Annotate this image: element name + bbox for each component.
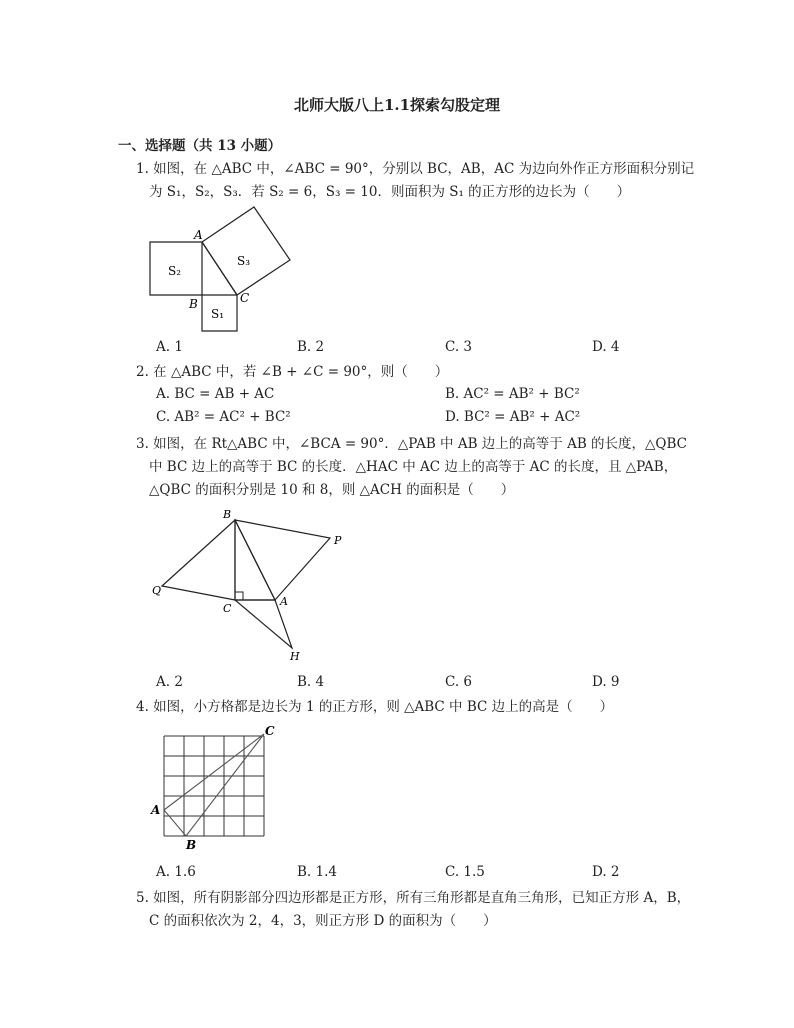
q2-option-d[interactable]: D. BC² = AB² + AC²	[445, 409, 581, 425]
right-angle-mark	[235, 592, 243, 600]
label-Q: Q	[152, 584, 162, 597]
label-C: C	[223, 602, 232, 615]
question-3-line-1: 3. 如图，在 Rt△ABC 中，∠BCA = 90°．△PAB 中 AB 边上的高等于 AB 的长度，△QBC	[136, 436, 688, 452]
label-A: A	[194, 228, 203, 242]
question-3-line-2: 中 BC 边上的高等于 BC 的长度．△HAC 中 AC 边上的高等于 AC 的长度，且 △PAB，	[149, 459, 678, 475]
label-S2: S₂	[168, 264, 182, 278]
figure-q4-grid	[148, 724, 288, 854]
q2-option-a[interactable]: A. BC = AB + AC	[156, 386, 275, 402]
question-1	[136, 158, 694, 204]
q3-option-a[interactable]: A. 2	[156, 674, 183, 690]
triangle-abc	[164, 734, 264, 836]
q3-option-d[interactable]: D. 9	[592, 674, 620, 690]
q1-option-d[interactable]: D. 4	[592, 339, 620, 355]
question-5	[136, 887, 690, 933]
q2-option-c[interactable]: C. AB² = AC² + BC²	[156, 409, 291, 425]
label-C: C	[240, 291, 250, 305]
q1-option-b[interactable]: B. 2	[297, 339, 325, 355]
question-4	[136, 696, 613, 719]
page-title: 北师大版八上1.1探索勾股定理	[293, 96, 501, 114]
question-2	[136, 361, 448, 384]
question-3	[136, 433, 687, 502]
question-1-line-1: 1. 如图，在 △ABC 中，∠ABC = 90°，分别以 BC，AB，AC 为边向外作正方形面积分别记	[136, 161, 695, 177]
label-C: C	[265, 724, 275, 738]
triangle-pab	[235, 520, 330, 600]
label-S1: S₁	[211, 307, 225, 321]
question-3-line-3: △QBC 的面积分别是 10 和 8，则 △ACH 的面积是（ ）	[149, 482, 515, 498]
q4-option-b[interactable]: B. 1.4	[297, 864, 337, 880]
square-s3	[202, 207, 290, 295]
question-4-line-1: 4. 如图，小方格都是边长为 1 的正方形，则 △ABC 中 BC 边上的高是（ ）	[136, 699, 614, 715]
q4-option-d[interactable]: D. 2	[592, 864, 620, 880]
q1-option-c[interactable]: C. 3	[445, 339, 473, 355]
triangle-hypotenuse	[202, 242, 237, 295]
figure-q1-squares	[140, 205, 300, 335]
question-2-line-1: 2. 在 △ABC 中，若 ∠B + ∠C = 90°，则（ ）	[136, 364, 449, 380]
label-P: P	[334, 534, 342, 547]
figure-q3-triangles	[150, 508, 350, 668]
label-H: H	[290, 650, 300, 663]
label-B: B	[186, 838, 197, 852]
q3-option-b[interactable]: B. 4	[297, 674, 325, 690]
grid	[164, 736, 264, 836]
triangle-qbc	[162, 520, 235, 600]
q3-option-c[interactable]: C. 6	[445, 674, 473, 690]
q2-option-b[interactable]: B. AC² = AB² + BC²	[445, 386, 580, 402]
label-B: B	[223, 508, 232, 521]
q1-option-a[interactable]: A. 1	[156, 339, 183, 355]
question-5-line-1: 5. 如图，所有阴影部分四边形都是正方形，所有三角形都是直角三角形，已知正方形 A，B，	[136, 890, 691, 906]
q4-option-a[interactable]: A. 1.6	[156, 864, 196, 880]
q4-option-c[interactable]: C. 1.5	[445, 864, 485, 880]
label-A: A	[151, 803, 161, 817]
label-S3: S₃	[237, 254, 251, 268]
question-1-line-2: 为 S₁，S₂，S₃．若 S₂ = 6，S₃ = 10．则面积为 S₁ 的正方形的边长为（ ）	[149, 184, 631, 200]
label-B: B	[189, 297, 198, 311]
label-A: A	[280, 595, 288, 608]
section-heading: 一、选择题（共 13 小题）	[118, 138, 282, 154]
question-5-line-2: C 的面积依次为 2，4，3，则正方形 D 的面积为（ ）	[149, 913, 497, 929]
